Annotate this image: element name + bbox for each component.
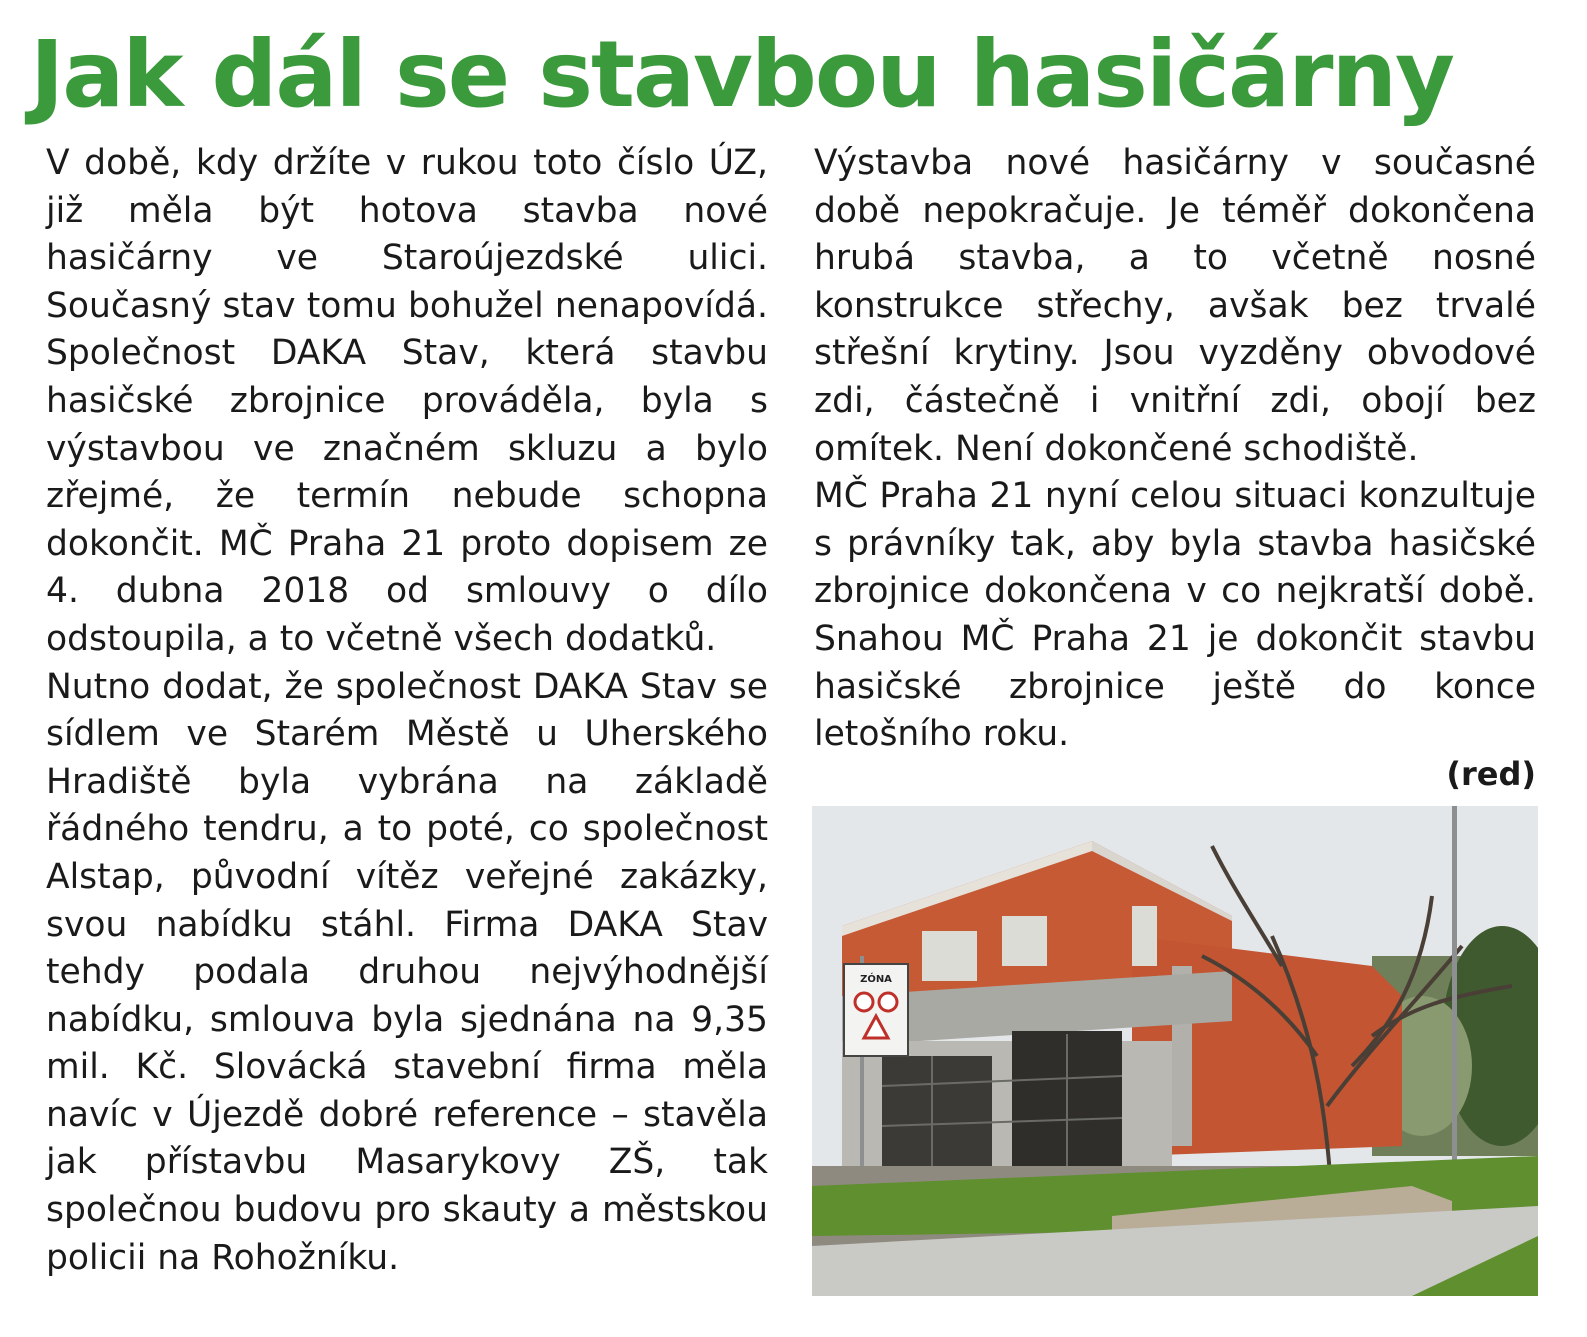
article-paragraph: V době, kdy držíte v rukou toto číslo ÚZ, již měla být hotova stavba nové hasičárny ve Staroújezdské ulici. Současný stav tomu bohužel nenapovídá. Společnost DAKA Stav, která stavbu hasičské zbrojnice prováděla, byla s výstavbou ve značném skluzu a bylo zřejmé, že termín nebude schopna dokončit. MČ Praha 21 proto dopisem ze 4. dubna 2018 od smlouvy o dílo odstoupila, a to včetně všech dodatků. <box>46 143 768 659</box>
article-paragraph: Výstavba nové hasičárny v současné době nepokračuje. Je téměř dokončena hrubá stavba, a to včetně nosné konstrukce střechy, avšak bez trvalé střešní krytiny. Jsou vyzděny obvodové zdi, částečně i vnitřní zdi, obojí bez omítek. Není dokončené schodiště. <box>814 143 1536 469</box>
article-paragraph: Nutno dodat, že společnost DAKA Stav se sídlem ve Starém Městě u Uherského Hradiště byla vybrána na základě řádného tendru, a to poté, co společnost Alstap, původní vítěz veřejné zakázky, svou nabídku stáhl. Firma DAKA Stav tehdy podala druhou nejvýhodnější nabídku, smlouva byla sjednána na 9,35 mil. Kč. Slovácká stavební firma měla navíc v Újezdě dobré reference – stavěla jak přístavbu Masarykovy ZŠ, tak společnou budovu pro skauty a městskou policii na Rohožníku. <box>46 666 768 1278</box>
sign-text: ZÓNA <box>860 974 892 985</box>
article-photo <box>812 806 1538 1296</box>
fire-station-construction-photo <box>812 806 1538 1296</box>
article-column-left <box>46 140 768 1282</box>
article-title: Jak dál se stavbou hasičárny <box>30 21 1453 128</box>
article-column-right <box>814 140 1536 759</box>
author-signature: (red) <box>1446 755 1536 793</box>
article-paragraph: MČ Praha 21 nyní celou situaci konzultuje s právníky tak, aby byla stavba hasičské zbrojnice dokončena v co nejkratší době. Snahou MČ Praha 21 je dokončit stavbu hasičské zbrojnice ještě do konce letošního roku. <box>814 476 1536 755</box>
